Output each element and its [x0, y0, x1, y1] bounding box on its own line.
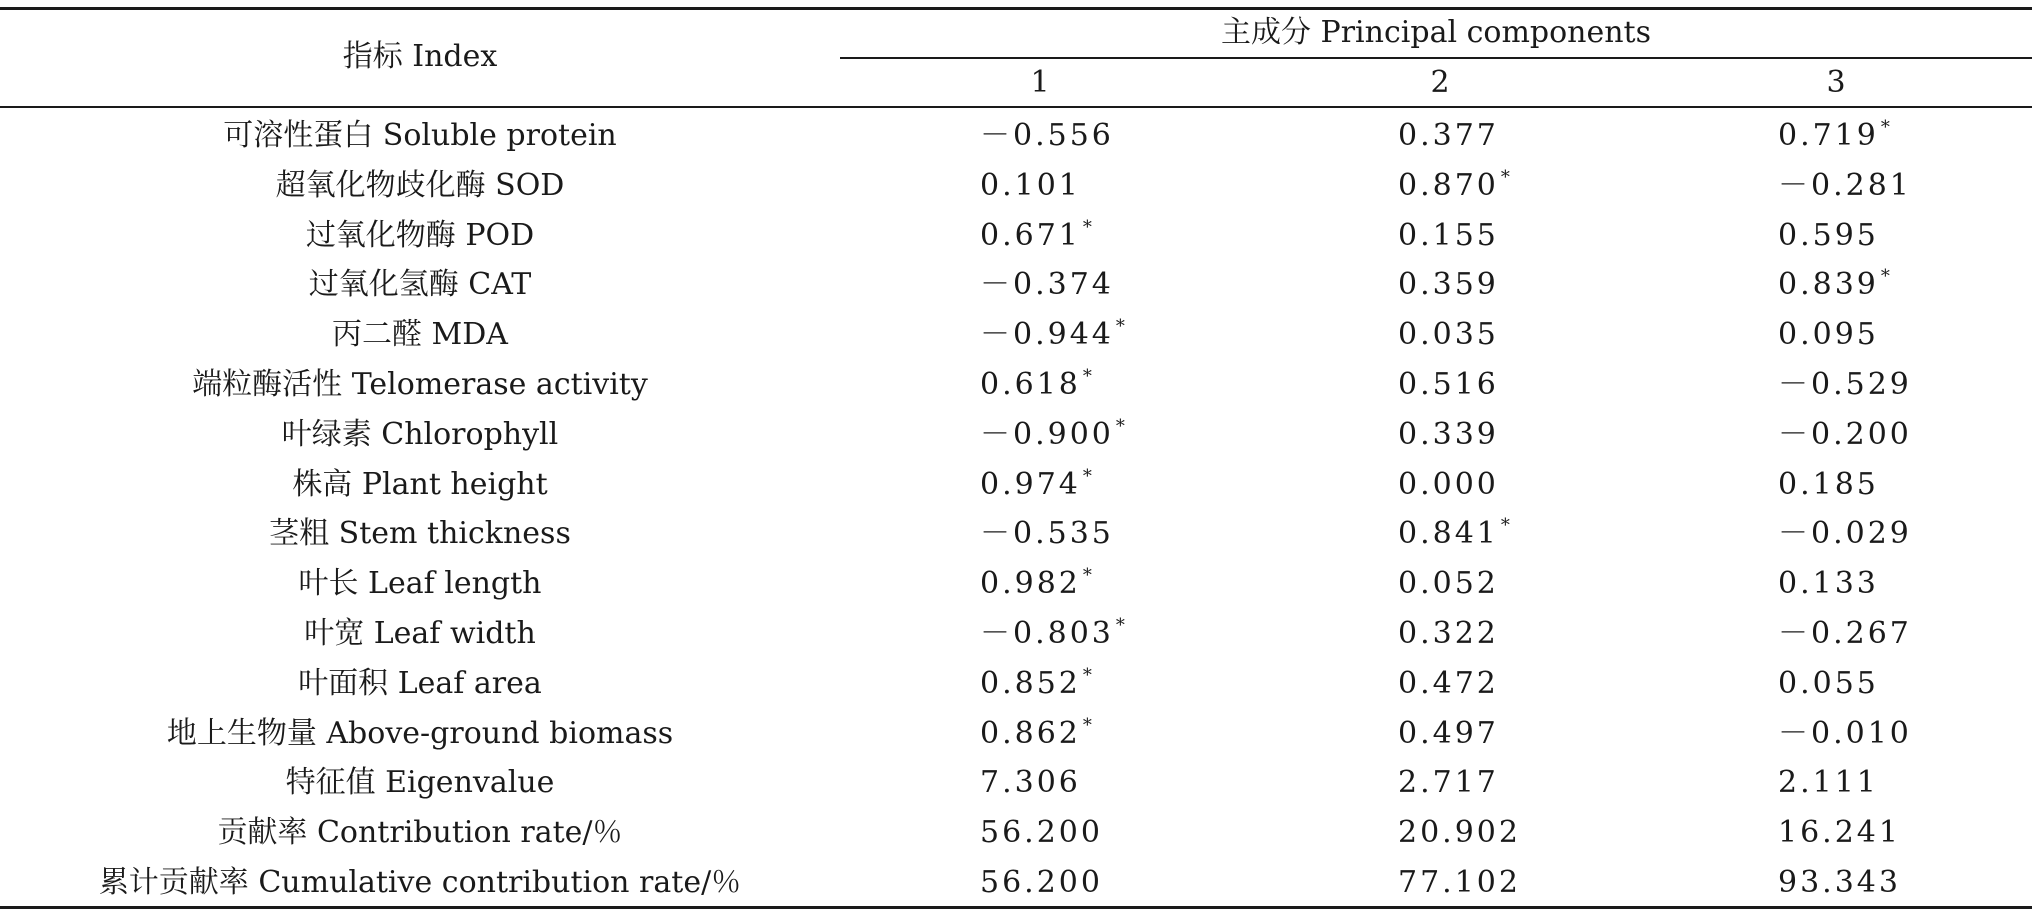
value-cell-pc2: [1398, 310, 1501, 364]
value-cell-pc2: [1398, 659, 1501, 713]
significance-marker: *: [1082, 216, 1095, 238]
table-row: [0, 858, 2032, 908]
significance-marker: *: [1115, 614, 1128, 636]
top-rule: [0, 7, 2032, 10]
loading-value: －0.267: [1778, 615, 1912, 651]
loading-value: －0.374: [980, 267, 1114, 303]
table-row: [0, 709, 2032, 759]
loading-value: 56.200: [980, 815, 1103, 851]
column-header-1: 1: [1030, 65, 1050, 100]
loading-value: 0.862: [980, 715, 1081, 751]
value-cell-pc1: [980, 709, 1095, 763]
value-cell-pc3: [1778, 410, 1914, 464]
table-row: [0, 260, 2032, 310]
table-body: [0, 111, 2032, 908]
value-cell-pc2: [1398, 808, 1523, 862]
row-label: 叶绿素 Chlorophyll: [281, 416, 559, 452]
row-label: 可溶性蛋白 Soluble protein: [223, 118, 617, 153]
loading-value: 0.852: [980, 665, 1081, 701]
table-row: [0, 410, 2032, 460]
table-row: [0, 559, 2032, 609]
loading-value: －0.944: [980, 317, 1114, 353]
loading-value: 0.377: [1398, 118, 1499, 153]
row-label: 丙二醛 MDA: [332, 317, 508, 353]
subheader-rule: [840, 57, 2032, 59]
row-label: 株高 Plant height: [292, 466, 548, 502]
value-cell-pc2: [1398, 758, 1501, 812]
loading-value: －0.803: [980, 615, 1114, 651]
bottom-rule: [0, 906, 2032, 909]
row-label: 叶宽 Leaf width: [304, 615, 536, 651]
value-cell-pc2: [1398, 111, 1501, 165]
value-cell-pc3: [1778, 111, 1893, 165]
loading-value: 0.671: [980, 217, 1081, 253]
row-label: 累计贡献率 Cumulative contribution rate/％: [98, 864, 742, 900]
column-header-3: 3: [1826, 65, 1846, 100]
loading-value: 0.055: [1778, 665, 1879, 701]
table-row: [0, 161, 2032, 211]
value-cell-pc3: [1778, 758, 1881, 812]
loading-value: 0.841: [1398, 516, 1499, 552]
value-cell-pc1: [980, 509, 1116, 563]
value-cell-pc1: [980, 460, 1095, 514]
value-cell-pc2: [1398, 559, 1501, 613]
loading-value: 0.101: [980, 167, 1081, 203]
value-cell-pc1: [980, 310, 1128, 364]
loading-value: 0.322: [1398, 615, 1499, 651]
header-principal-components: 主成分 Principal components: [1220, 15, 1652, 50]
value-cell-pc1: [980, 858, 1105, 912]
significance-marker: *: [1500, 166, 1513, 188]
value-cell-pc2: [1398, 609, 1501, 663]
table-row: [0, 460, 2032, 510]
loading-value: 7.306: [980, 765, 1081, 801]
row-label: 端粒酶活性 Telomerase activity: [192, 366, 648, 402]
loading-value: 0.595: [1778, 217, 1879, 253]
loading-value: 0.618: [980, 366, 1081, 402]
value-cell-pc3: [1778, 260, 1893, 314]
value-cell-pc2: [1398, 709, 1501, 763]
significance-marker: *: [1082, 365, 1095, 387]
table-row: [0, 609, 2032, 659]
value-cell-pc2: [1398, 858, 1523, 912]
loading-value: －0.535: [980, 516, 1114, 552]
loading-value: 0.339: [1398, 416, 1499, 452]
column-header-2: 2: [1430, 65, 1450, 100]
loading-value: 0.133: [1778, 566, 1879, 602]
loading-value: －0.029: [1778, 516, 1912, 552]
table-row: [0, 509, 2032, 559]
value-cell-pc3: [1778, 709, 1914, 763]
row-label: 过氧化氢酶 CAT: [308, 267, 532, 303]
value-cell-pc2: [1398, 509, 1513, 563]
loading-value: 0.155: [1398, 217, 1499, 253]
row-label: 过氧化物酶 POD: [305, 217, 535, 253]
significance-marker: *: [1082, 465, 1095, 487]
value-cell-pc3: [1778, 509, 1914, 563]
loading-value: 93.343: [1778, 864, 1901, 900]
value-cell-pc1: [980, 609, 1128, 663]
loading-value: 2.717: [1398, 765, 1499, 801]
loading-value: 20.902: [1398, 815, 1521, 851]
value-cell-pc2: [1398, 460, 1501, 514]
value-cell-pc1: [980, 808, 1105, 862]
value-cell-pc3: [1778, 609, 1914, 663]
value-cell-pc1: [980, 211, 1095, 265]
significance-marker: *: [1880, 117, 1893, 138]
loading-value: 0.839: [1778, 267, 1879, 303]
table-row: [0, 310, 2032, 360]
header-rule: [0, 106, 2032, 108]
row-label: 叶面积 Leaf area: [298, 665, 542, 701]
value-cell-pc1: [980, 360, 1095, 414]
significance-marker: *: [1500, 515, 1513, 537]
table-row: [0, 360, 2032, 410]
loading-value: 16.241: [1778, 815, 1901, 851]
table-row: [0, 211, 2032, 261]
value-cell-pc3: [1778, 211, 1881, 265]
loading-value: 0.719: [1778, 118, 1879, 153]
value-cell-pc2: [1398, 161, 1513, 215]
value-cell-pc1: [980, 260, 1116, 314]
loading-value: 77.102: [1398, 864, 1521, 900]
loading-value: 0.516: [1398, 366, 1499, 402]
loading-value: 0.870: [1398, 167, 1499, 203]
value-cell-pc1: [980, 559, 1095, 613]
value-cell-pc3: [1778, 659, 1881, 713]
significance-marker: *: [1115, 415, 1128, 437]
loading-value: 0.982: [980, 566, 1081, 602]
row-label: 贡献率 Contribution rate/％: [217, 815, 623, 851]
row-label: 地上生物量 Above-ground biomass: [166, 715, 674, 751]
value-cell-pc3: [1778, 360, 1914, 414]
value-cell-pc1: [980, 758, 1083, 812]
value-cell-pc3: [1778, 808, 1903, 862]
loading-value: 0.052: [1398, 566, 1499, 602]
value-cell-pc3: [1778, 460, 1881, 514]
value-cell-pc3: [1778, 310, 1881, 364]
table-row: [0, 111, 2032, 161]
significance-marker: *: [1880, 266, 1893, 288]
loading-value: 2.111: [1778, 765, 1879, 801]
significance-marker: *: [1082, 664, 1095, 686]
table-row: [0, 808, 2032, 858]
significance-marker: *: [1115, 316, 1128, 338]
loading-value: －0.529: [1778, 366, 1912, 402]
loading-value: 0.472: [1398, 665, 1499, 701]
row-label: 特征值 Eigenvalue: [285, 765, 555, 801]
value-cell-pc1: [980, 659, 1095, 713]
loading-value: 0.000: [1398, 466, 1499, 502]
value-cell-pc3: [1778, 858, 1903, 912]
loading-value: －0.556: [980, 118, 1114, 153]
row-label: 超氧化物歧化酶 SOD: [275, 167, 565, 203]
value-cell-pc2: [1398, 360, 1501, 414]
loading-value: 0.185: [1778, 466, 1879, 502]
value-cell-pc1: [980, 161, 1083, 215]
loading-value: 0.974: [980, 466, 1081, 502]
loading-value: 56.200: [980, 864, 1103, 900]
loading-value: －0.010: [1778, 715, 1912, 751]
table-row: [0, 758, 2032, 808]
value-cell-pc3: [1778, 161, 1914, 215]
loading-value: －0.200: [1778, 416, 1912, 452]
value-cell-pc2: [1398, 211, 1501, 265]
value-cell-pc2: [1398, 410, 1501, 464]
loading-value: －0.900: [980, 416, 1114, 452]
loading-value: 0.359: [1398, 267, 1499, 303]
table-row: [0, 659, 2032, 709]
loading-value: 0.497: [1398, 715, 1499, 751]
value-cell-pc2: [1398, 260, 1501, 314]
loading-value: －0.281: [1778, 167, 1912, 203]
header-index: 指标 Index: [342, 39, 498, 74]
significance-marker: *: [1082, 714, 1095, 736]
loading-value: 0.035: [1398, 317, 1499, 353]
value-cell-pc1: [980, 111, 1116, 165]
row-label: 茎粗 Stem thickness: [269, 516, 571, 552]
value-cell-pc3: [1778, 559, 1881, 613]
significance-marker: *: [1082, 565, 1095, 587]
value-cell-pc1: [980, 410, 1128, 464]
loading-value: 0.095: [1778, 317, 1879, 353]
row-label: 叶长 Leaf length: [298, 566, 542, 602]
